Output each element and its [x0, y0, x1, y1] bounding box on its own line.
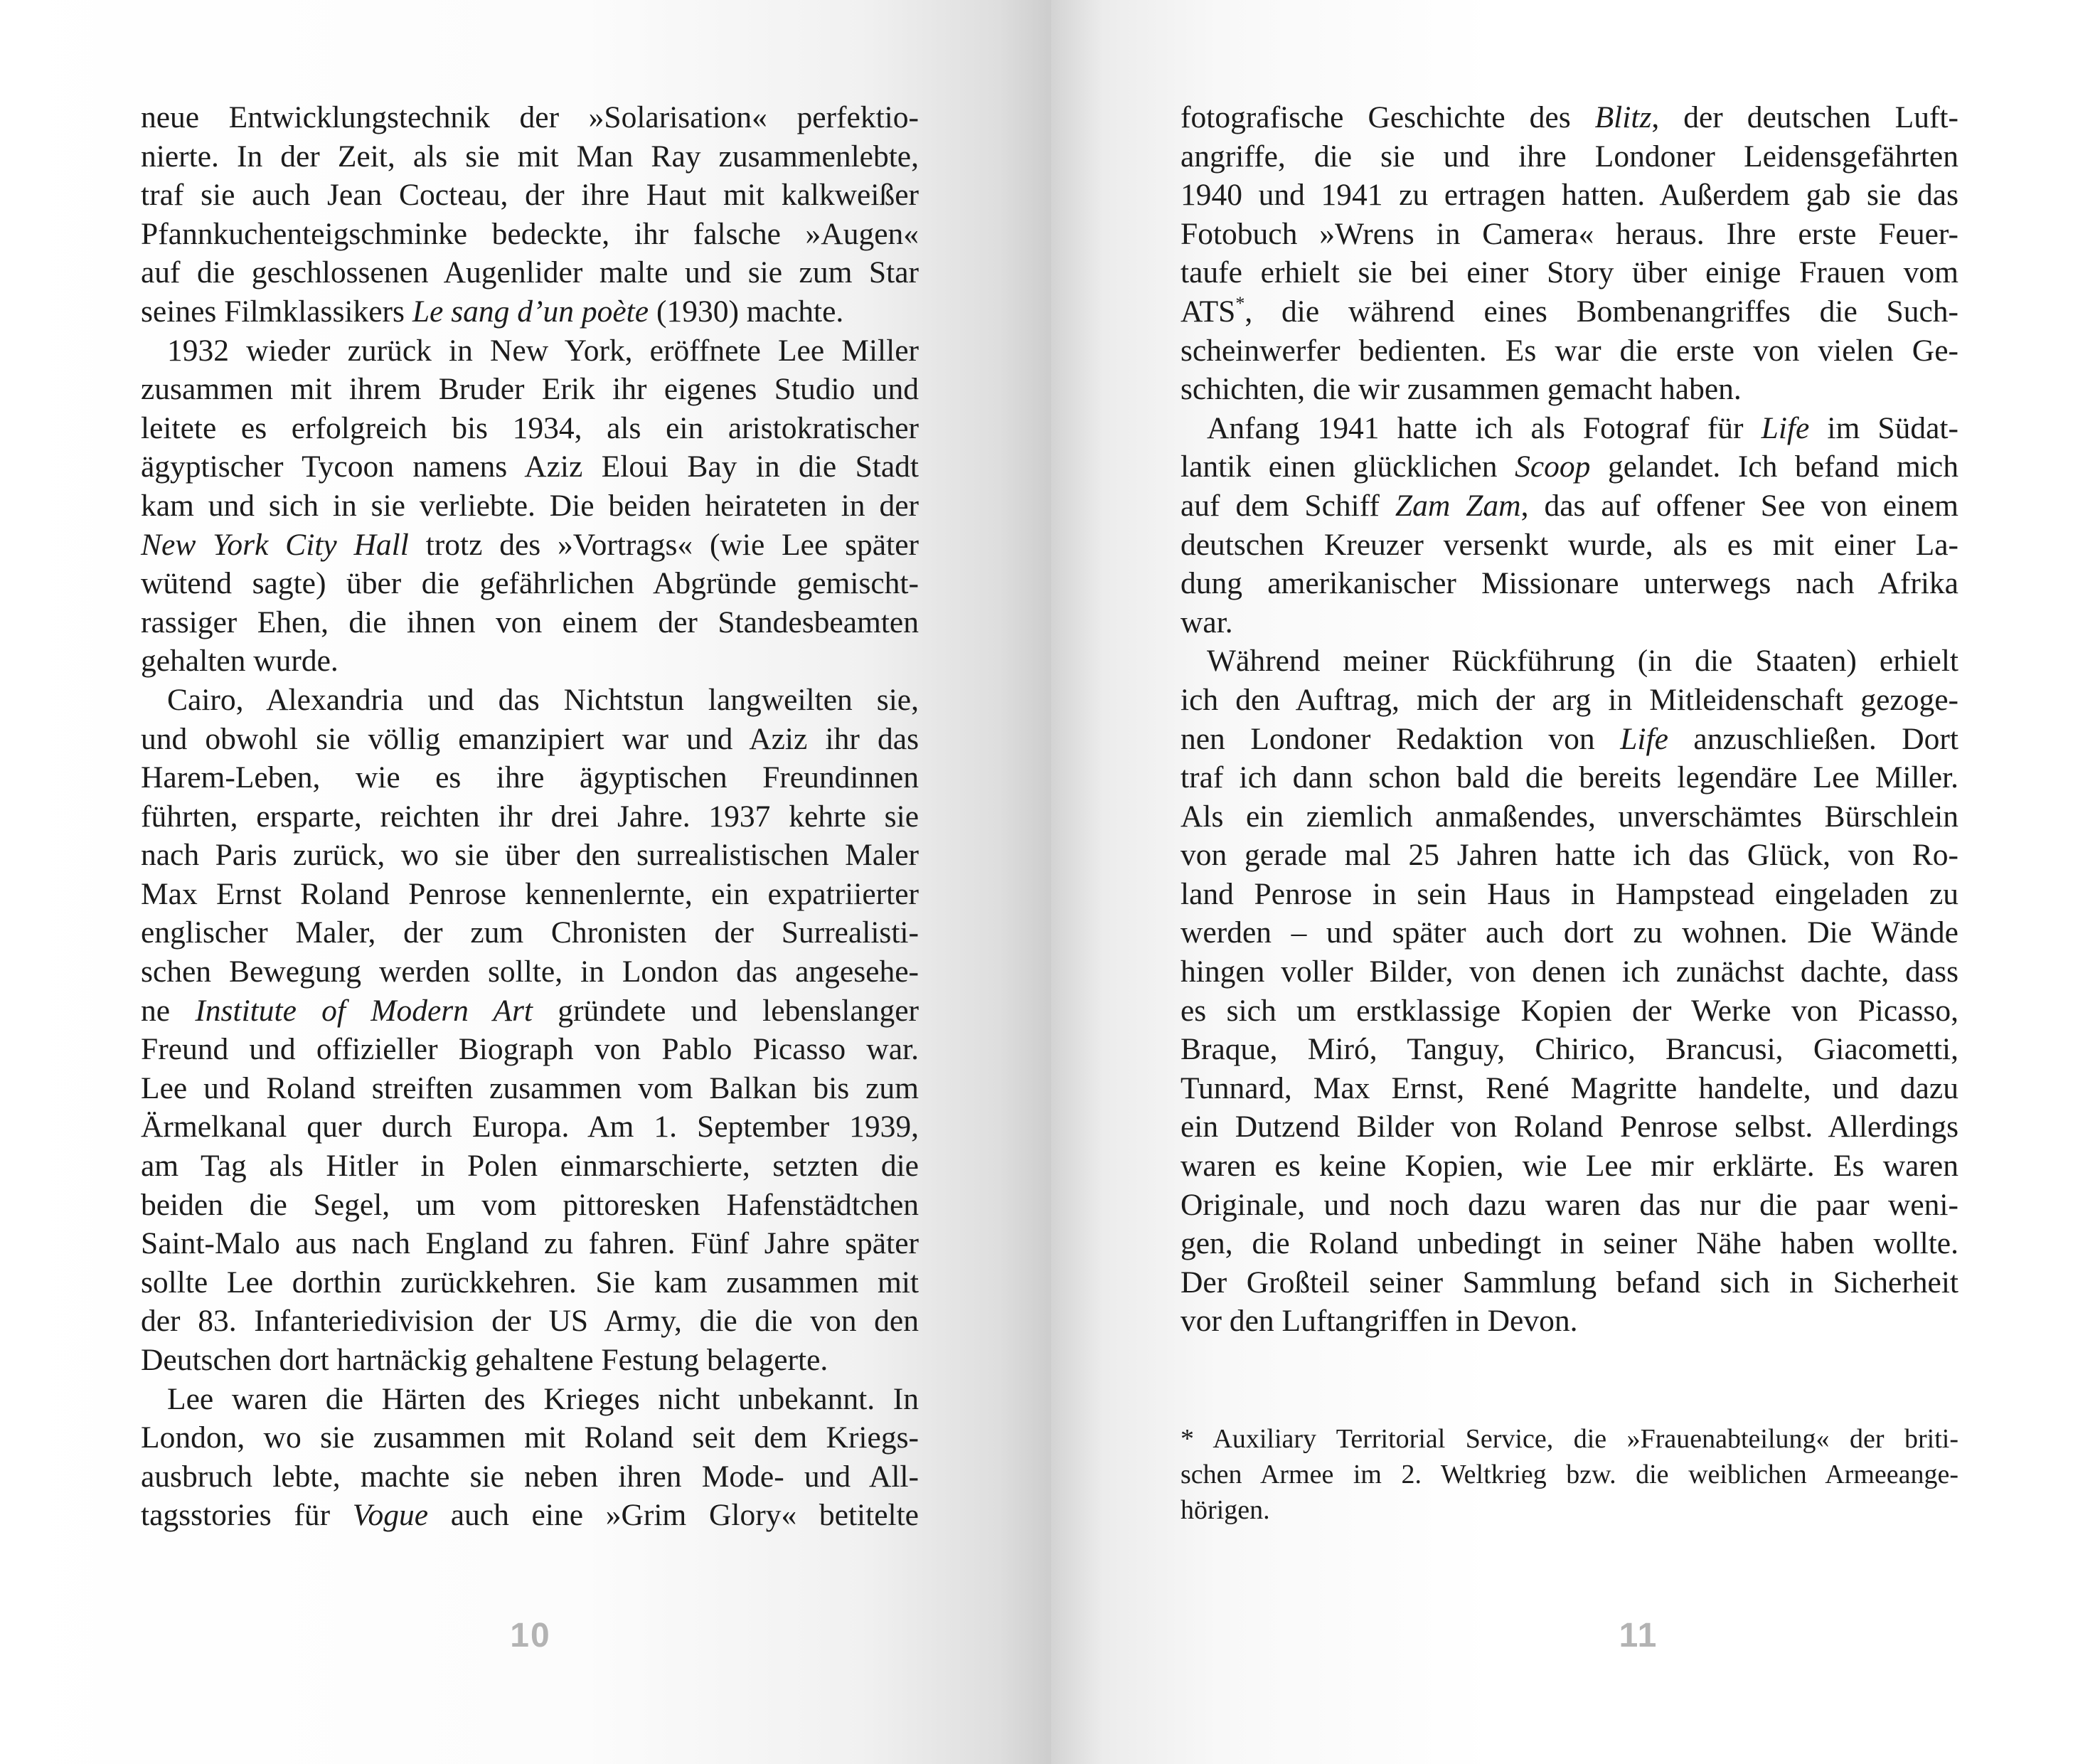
institution-name: Institute of Modern Art [195, 993, 533, 1028]
text-line: ausbruch lebte, machte sie neben ihren Mode- und All- [141, 1459, 919, 1494]
ship-name: Zam Zam [1395, 488, 1521, 523]
film-title: Le sang d’un poète [412, 294, 649, 329]
text-line: Originale, und noch dazu waren das nur die paar weni- [1180, 1187, 1958, 1222]
text-line: ich den Auftrag, mich der arg in Mitleidenschaft gezoge- [1180, 682, 1958, 717]
text-line: Tunnard, Max Ernst, René Magritte handelte, und dazu [1180, 1070, 1958, 1105]
text-line: deutschen Kreuzer versenkt wurde, als es mit einer La- [1180, 527, 1958, 562]
text-line: ein Dutzend Bilder von Roland Penrose selbst. Allerdings [1180, 1110, 1958, 1144]
page-number-right: 11 [1619, 1617, 1658, 1654]
magazine-name: Life [1761, 410, 1810, 445]
text-line: Lee und Roland streiften zusammen vom Balkan bis zum [141, 1070, 919, 1105]
text-line: Freund und offizieller Biograph von Pablo Picasso war. [141, 1032, 919, 1067]
text-line: traf ich dann schon bald die bereits legendäre Lee Miller. [1180, 760, 1958, 795]
text-line: 1932 wieder zurück in New York, eröffnete Lee Miller [167, 333, 919, 368]
text-line: neue Entwicklungstechnik der »Solarisation« perfektio- [141, 100, 919, 134]
text-line: Max Ernst Roland Penrose kennenlernte, ein expatriierter [141, 876, 919, 911]
text-line: zusammen mit ihrem Bruder Erik ihr eigenes Studio und [141, 372, 919, 407]
page-number-left: 10 [510, 1617, 551, 1654]
text-line: New York City Hall trotz des »Vortrags« (wie Lee später [141, 527, 919, 562]
text-line: traf sie auch Jean Cocteau, der ihre Haut mit kalkweißer [141, 178, 919, 213]
text-line: auf die geschlossenen Augenlider malte und sie zum Star [141, 255, 919, 290]
text-line: Cairo, Alexandria und das Nichtstun langweilten sie, [167, 682, 919, 717]
text-line: fotografische Geschichte des Blitz, der deutschen Luft- [1180, 100, 1958, 134]
text-line: ägyptischer Tycoon namens Aziz Eloui Bay in die Stadt [141, 450, 919, 484]
text-line: Saint-Malo aus nach England zu fahren. Fünf Jahre später [141, 1226, 919, 1261]
right-page-text [1180, 98, 1958, 1341]
text-line: Als ein ziemlich anmaßendes, unverschämtes Bürschlein [1180, 799, 1958, 834]
text-line: 1940 und 1941 zu ertragen hatten. Außerdem gab sie das [1180, 178, 1958, 213]
text-line: land Penrose in sein Haus in Hampstead eingeladen zu [1180, 876, 1958, 911]
text-line: London, wo sie zusammen mit Roland seit dem Kriegs- [141, 1420, 919, 1455]
text-line: beiden die Segel, um vom pittoresken Hafenstädtchen [141, 1187, 919, 1222]
place-name: New York City Hall [141, 527, 409, 562]
text-line: tagsstories für Vogue auch eine »Grim Glory« betitelte [141, 1498, 919, 1533]
text-line: dung amerikanischer Missionare unterwegs nach Afrika [1180, 566, 1958, 601]
text-line: ne Institute of Modern Art gründete und lebenslanger [141, 993, 919, 1028]
text-line: nierte. In der Zeit, als sie mit Man Ray zusammenlebte, [141, 139, 919, 174]
text-line: gen, die Roland unbedingt in seiner Nähe haben wollte. [1180, 1226, 1958, 1261]
text-line: Lee waren die Härten des Krieges nicht unbekannt. In [167, 1381, 919, 1416]
text-line: nach Paris zurück, wo sie über den surrealistischen Maler [141, 838, 919, 873]
text-line: sollte Lee dorthin zurückkehren. Sie kam zusammen mit [141, 1265, 919, 1300]
text-line: schichten, die wir zusammen gemacht haben. [1180, 372, 1742, 407]
text-line: am Tag als Hitler in Polen einmarschierte, setzten die [141, 1149, 919, 1184]
text-line: war. [1180, 605, 1233, 639]
footnote-marker: * [1235, 293, 1245, 314]
text-line: angriffe, die sie und ihre Londoner Leidensgefährten [1180, 139, 1958, 174]
text-line: ATS*, die während eines Bombenangriffes die Such- [1180, 293, 1958, 329]
right-page [1051, 0, 2100, 1764]
text-line: Ärmelkanal quer durch Europa. Am 1. September 1939, [141, 1110, 919, 1144]
text-line: schen Bewegung werden sollte, in London das angesehe- [141, 955, 919, 989]
text-line: taufe erhielt sie bei einer Story über einige Frauen vom [1180, 255, 1958, 290]
text-line: vor den Luftangriffen in Devon. [1180, 1304, 1578, 1339]
text-line: und obwohl sie völlig emanzipiert war und Aziz ihr das [141, 721, 919, 756]
text-line: gehalten wurde. [141, 644, 339, 679]
text-line: scheinwerfer bedienten. Es war die erste von vielen Ge- [1180, 333, 1958, 368]
text-line: es sich um erstklassige Kopien der Werke von Picasso, [1180, 993, 1958, 1028]
footnote-line: * Auxiliary Territorial Service, die »Frauenabteilung« der briti- [1180, 1424, 1958, 1454]
magazine-name: Life [1620, 721, 1668, 756]
text-line: Deutschen dort hartnäckig gehaltene Festung belagerte. [141, 1343, 828, 1377]
scoop-term: Scoop [1515, 450, 1591, 484]
text-line: englischer Maler, der zum Chronisten der Surrealisti- [141, 915, 919, 950]
text-line: Während meiner Rückführung (in die Staaten) erhielt [1207, 644, 1958, 679]
text-line: wütend sagte) über die gefährlichen Abgründe gemischt- [141, 566, 919, 601]
text-line: Pfannkuchenteigschminke bedeckte, ihr falsche »Augen« [141, 216, 919, 251]
text-line: leitete es erfolgreich bis 1934, als ein aristokratischer [141, 410, 919, 445]
text-line: nen Londoner Redaktion von Life anzuschließen. Dort [1180, 721, 1958, 756]
footnote-line: hörigen. [1180, 1495, 1270, 1525]
footnote [1180, 1421, 1958, 1528]
text-line: waren es keine Kopien, wie Lee mir erklärte. Es waren [1180, 1149, 1958, 1184]
text-line: Anfang 1941 hatte ich als Fotograf für Life im Südat- [1207, 410, 1958, 445]
event-name: Blitz [1594, 100, 1652, 134]
text-line: führten, ersparte, reichten ihr drei Jahre. 1937 kehrte sie [141, 799, 919, 834]
text-line: von gerade mal 25 Jahren hatte ich das Glück, von Ro- [1180, 838, 1958, 873]
text-line: werden – und später auch dort zu wohnen. Die Wände [1180, 915, 1958, 950]
footnote-line: schen Armee im 2. Weltkrieg bzw. die weiblichen Armeeange- [1180, 1460, 1958, 1489]
text-line: kam und sich in sie verliebte. Die beiden heirateten in der [141, 488, 919, 523]
text-line: rassiger Ehen, die ihnen von einem der Standesbeamten [141, 605, 919, 639]
text-line: Der Großteil seiner Sammlung befand sich in Sicherheit [1180, 1265, 1958, 1300]
text-line: seines Filmklassikers Le sang d’un poète (1930) machte. [141, 294, 844, 329]
text-line: Fotobuch »Wrens in Camera« heraus. Ihre erste Feuer- [1180, 216, 1958, 251]
text-line: lantik einen glücklichen Scoop gelandet. Ich befand mich [1180, 450, 1958, 484]
left-page-text [141, 98, 919, 1535]
text-line: auf dem Schiff Zam Zam, das auf offener See von einem [1180, 488, 1958, 523]
text-line: der 83. Infanteriedivision der US Army, die die von den [141, 1304, 919, 1339]
text-line: Braque, Miró, Tanguy, Chirico, Brancusi, Giacometti, [1180, 1032, 1958, 1067]
text-line: Harem-Leben, wie es ihre ägyptischen Freundinnen [141, 760, 919, 795]
magazine-name: Vogue [352, 1498, 429, 1533]
text-line: hingen voller Bilder, von denen ich zunächst dachte, dass [1180, 955, 1958, 989]
